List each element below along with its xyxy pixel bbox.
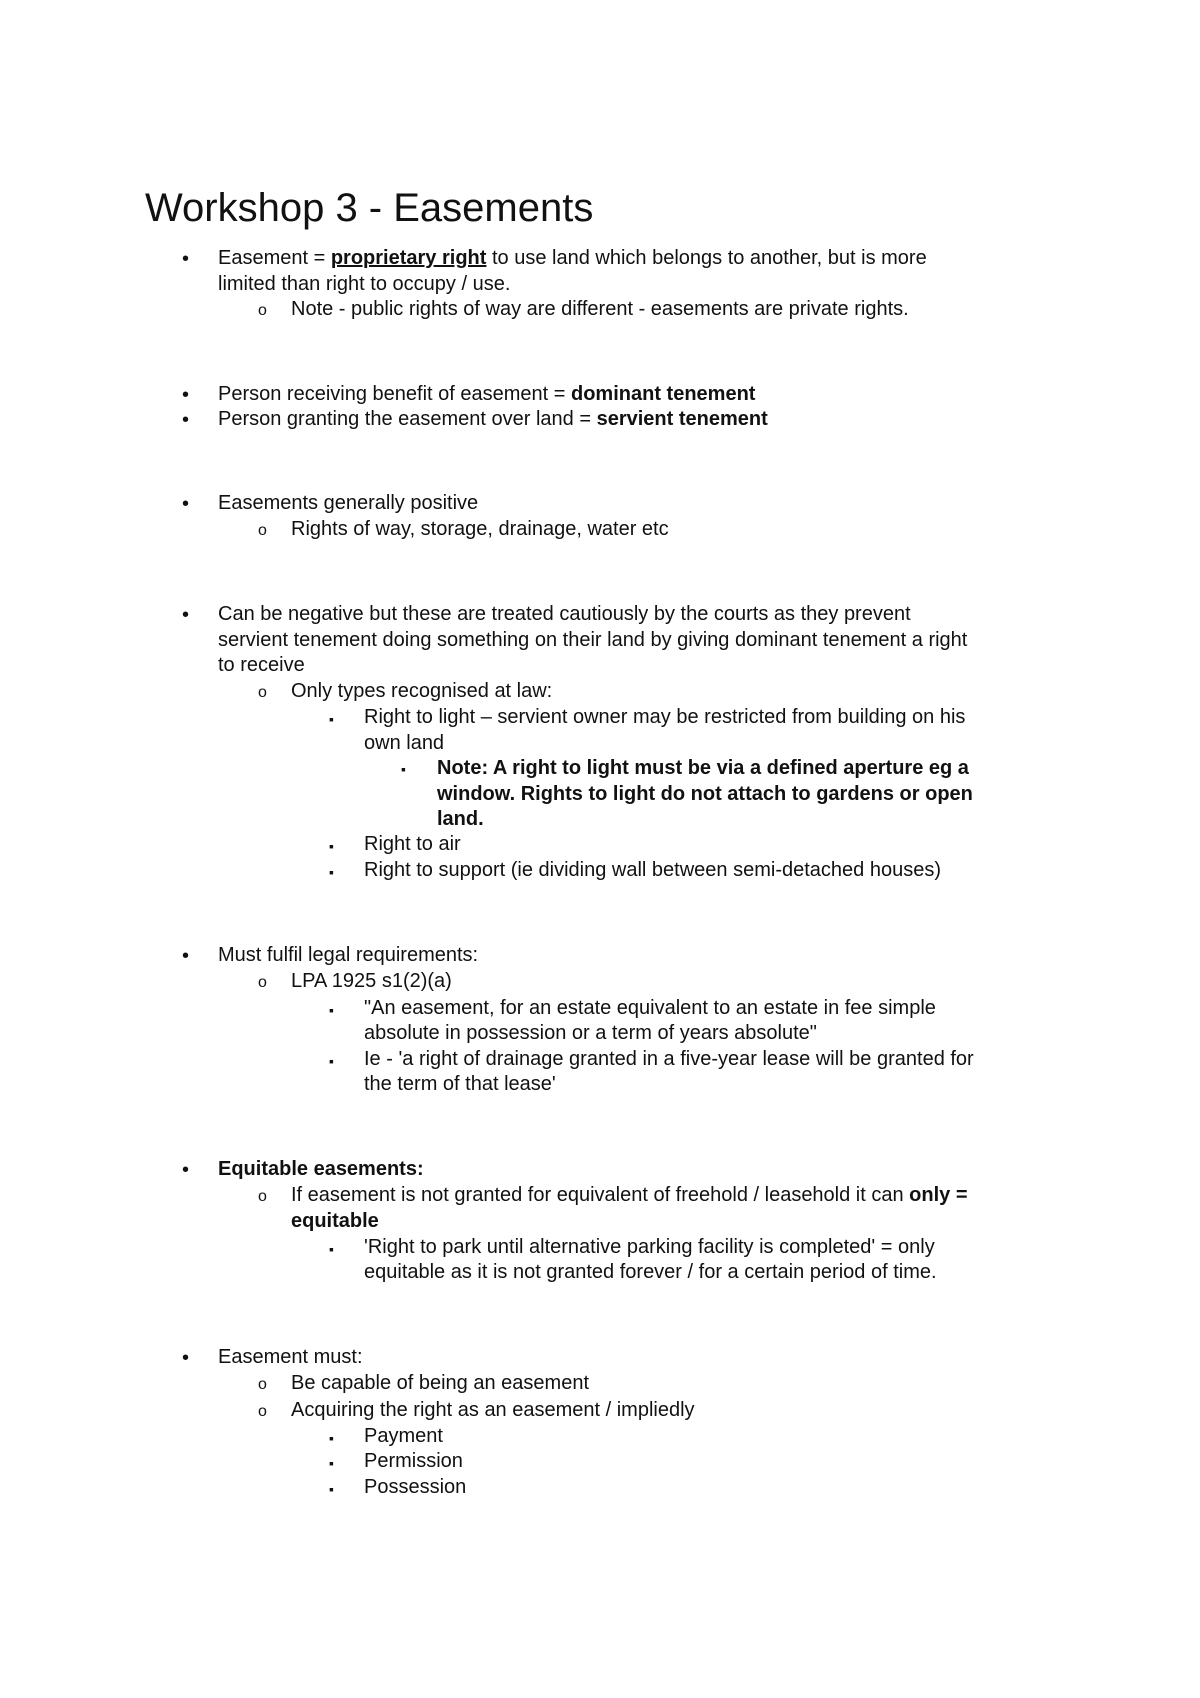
bullet-square: ▪: [329, 711, 334, 727]
easement-definition-line2: limited than right to occupy / use.: [218, 273, 511, 295]
positive-easements-line: Easements generally positive: [218, 492, 479, 514]
capable-easement-line: Be capable of being an easement: [291, 1372, 589, 1394]
right-to-light-line1: Right to light – servient owner may be restricted from building on his: [364, 706, 966, 728]
lpa-reference-line: LPA 1925 s1(2)(a): [291, 970, 452, 992]
aperture-note-line3: land.: [437, 808, 484, 830]
equitable-rule-line2: equitable: [291, 1210, 379, 1232]
payment-line: Payment: [364, 1425, 443, 1447]
parking-example-line1: 'Right to park until alternative parking facility is completed' = only: [364, 1236, 935, 1258]
permission-line: Permission: [364, 1450, 463, 1472]
negative-easements-line3: to receive: [218, 654, 305, 676]
bullet-square: ▪: [401, 761, 406, 777]
legal-requirements-line: Must fulfil legal requirements:: [218, 944, 479, 966]
lpa-quote-line1: "An easement, for an estate equivalent to an estate in fee simple: [364, 997, 936, 1019]
bullet-circle: o: [258, 1403, 267, 1420]
bullet-circle: o: [258, 1188, 267, 1205]
bullet-circle: o: [258, 974, 267, 991]
possession-line: Possession: [364, 1476, 467, 1498]
bullet-square: ▪: [329, 1053, 334, 1069]
recognised-types-line: Only types recognised at law:: [291, 680, 553, 702]
bullet-disc: •: [182, 1347, 190, 1369]
bullet-disc: •: [182, 1159, 190, 1181]
lpa-quote-line2: absolute in possession or a term of years absolute": [364, 1022, 817, 1044]
servient-tenement-line: Person granting the easement over land = servient tenement: [218, 408, 768, 430]
aperture-note-line2: window. Rights to light do not attach to gardens or open: [437, 783, 973, 805]
negative-easements-line1: Can be negative but these are treated cautiously by the courts as they prevent: [218, 603, 911, 625]
bullet-circle: o: [258, 302, 267, 319]
bullet-square: ▪: [329, 1481, 334, 1497]
bullet-disc: •: [182, 384, 190, 406]
bullet-disc: •: [182, 604, 190, 626]
drainage-example-line2: the term of that lease': [364, 1073, 556, 1095]
bullet-disc: •: [182, 248, 190, 270]
page-title: Workshop 3 - Easements: [145, 186, 594, 230]
bullet-circle: o: [258, 522, 267, 539]
parking-example-line2: equitable as it is not granted forever / for a certain period of time.: [364, 1261, 937, 1283]
aperture-note-line1: Note: A right to light must be via a defined aperture eg a: [437, 757, 969, 779]
bullet-square: ▪: [329, 1455, 334, 1471]
bullet-square: ▪: [329, 838, 334, 854]
bullet-disc: •: [182, 945, 190, 967]
bullet-circle: o: [258, 1376, 267, 1393]
easement-definition-line1: Easement = proprietary right to use land which belongs to another, but is more: [218, 247, 927, 269]
bullet-square: ▪: [329, 1241, 334, 1257]
easement-must-line: Easement must:: [218, 1346, 363, 1368]
public-rights-note: Note - public rights of way are different - easements are private rights.: [291, 298, 909, 320]
bullet-circle: o: [258, 684, 267, 701]
bullet-disc: •: [182, 409, 190, 431]
acquiring-right-line: Acquiring the right as an easement / impliedly: [291, 1399, 695, 1421]
bullet-square: ▪: [329, 1430, 334, 1446]
negative-easements-line2: servient tenement doing something on their land by giving dominant tenement a right: [218, 629, 968, 651]
equitable-rule-line1: If easement is not granted for equivalent of freehold / leasehold it can only =: [291, 1184, 968, 1206]
equitable-easements-heading: Equitable easements:: [218, 1158, 424, 1180]
positive-examples-line: Rights of way, storage, drainage, water etc: [291, 518, 669, 540]
right-to-light-line2: own land: [364, 732, 445, 754]
bullet-square: ▪: [329, 864, 334, 880]
right-to-support-line: Right to support (ie dividing wall between semi-detached houses): [364, 859, 941, 881]
dominant-tenement-line: Person receiving benefit of easement = dominant tenement: [218, 383, 756, 405]
bullet-square: ▪: [329, 1002, 334, 1018]
drainage-example-line1: Ie - 'a right of drainage granted in a five-year lease will be granted for: [364, 1048, 974, 1070]
proprietary-right-term: proprietary right: [330, 247, 487, 269]
right-to-air-line: Right to air: [364, 833, 461, 855]
bullet-disc: •: [182, 493, 190, 515]
